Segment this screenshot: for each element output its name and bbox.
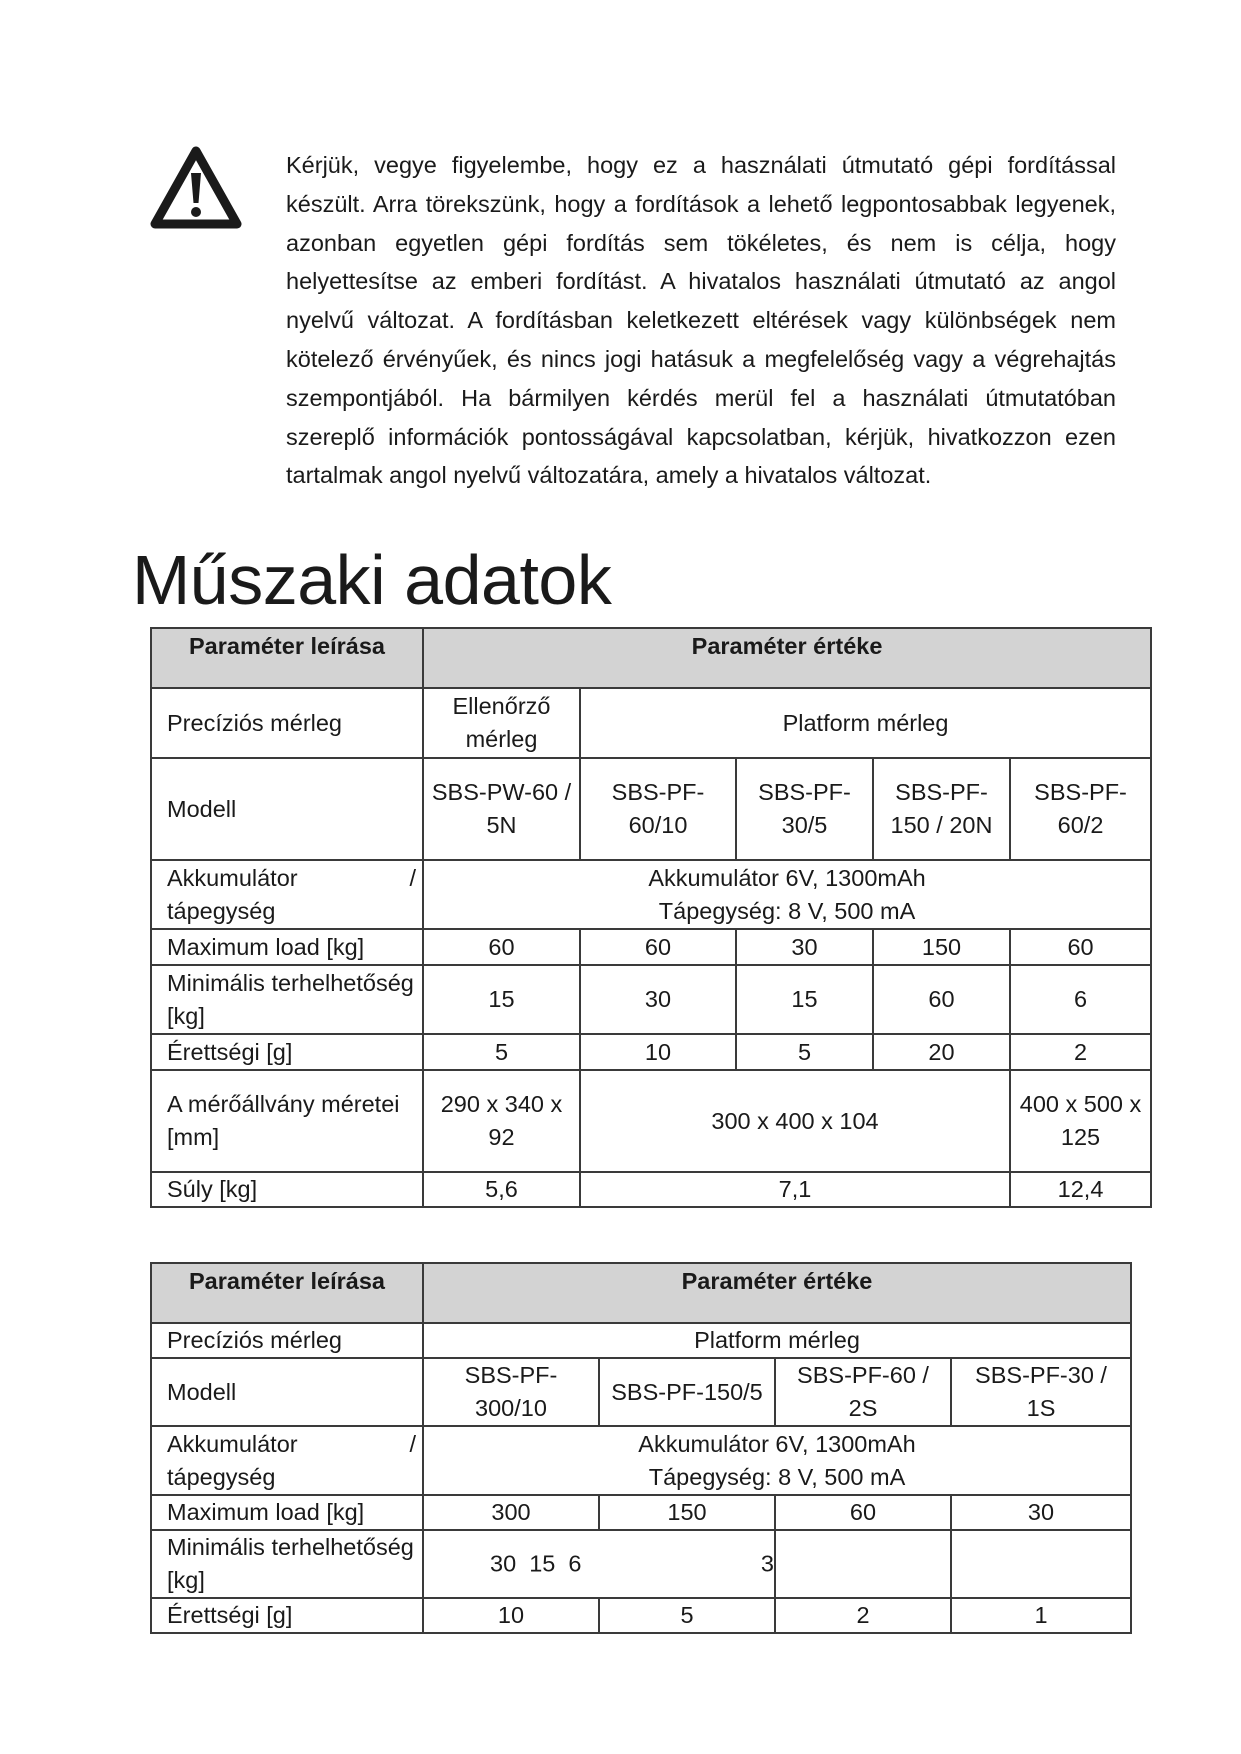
cell-line: Akkumulátor 6V, 1300mAh	[638, 1430, 916, 1457]
row-label: Modell	[151, 758, 423, 860]
row-label: Minimális terhelhetőség [kg]	[151, 1530, 423, 1598]
row-label: A mérőállvány méretei [mm]	[151, 1070, 423, 1172]
table-row	[151, 929, 1151, 965]
row-label: Súly [kg]	[151, 1172, 423, 1207]
cell-value: 30 15 6	[490, 1550, 582, 1577]
cell: 60	[775, 1495, 951, 1530]
label-part: Akkumulátor	[167, 1430, 298, 1457]
cell: 5	[599, 1598, 775, 1633]
cell: 290 x 340 x 92	[423, 1070, 580, 1172]
cell: 1	[951, 1598, 1131, 1633]
cell: 60	[423, 929, 580, 965]
cell: 150	[873, 929, 1010, 965]
cell	[775, 1530, 951, 1598]
cell: SBS-PF-60/2	[1010, 758, 1151, 860]
row-label: Precíziós mérleg	[151, 688, 423, 758]
page-title: Műszaki adatok	[132, 541, 612, 619]
table-row	[151, 1530, 1131, 1598]
row-label: Érettségi [g]	[151, 1598, 423, 1633]
row-label: Minimális terhelhetőség [kg]	[151, 965, 423, 1034]
row-label: Maximum load [kg]	[151, 1495, 423, 1530]
cell: SBS-PF-30 / 1S	[951, 1358, 1131, 1426]
cell: 5,6	[423, 1172, 580, 1207]
label-part: Akkumulátor	[167, 864, 298, 891]
table-row	[151, 1323, 1131, 1358]
table-row	[151, 1172, 1151, 1207]
machine-translation-notice: Kérjük, vegye figyelembe, hogy ez a használati útmutató gépi fordítással készült. Arra törekszünk, hogy a fordítások a lehető legpontosabbak legyenek, azonban egyetlen gépi fordítás sem tökéletes, és nem is célja, hogy helyettesítse az emberi fordítást. A hivatalos használati útmutató az angol nyelvű változat. A fordításban keletkezett eltérések vagy különbségek nem kötelező érvényűek, és nincs jogi hatásuk a megfelelőség vagy a végrehajtás szempontjából. Ha bármilyen kérdés merül fel a használati útmutatóban szereplő információk pontosságával kapcsolatban, kérjük, hivatkozzon ezen tartalmak angol nyelvű változatára, amely a hivatalos változat.	[286, 152, 1116, 489]
cell: 2	[775, 1598, 951, 1633]
table-row	[151, 1070, 1151, 1172]
cell: 150	[599, 1495, 775, 1530]
cell: Ellenőrző mérleg	[423, 688, 580, 758]
table-header-row	[151, 628, 1151, 688]
label-part: tápegység	[167, 1463, 276, 1490]
cell-line: Akkumulátor 6V, 1300mAh	[648, 864, 926, 891]
header-param-desc: Paraméter leírása	[151, 1263, 423, 1323]
cell: 2	[1010, 1034, 1151, 1070]
label-part: /	[409, 1430, 416, 1457]
cell: SBS-PW-60 / 5N	[423, 758, 580, 860]
table-row	[151, 860, 1151, 929]
table-header-row	[151, 1263, 1131, 1323]
row-label: Precíziós mérleg	[151, 1323, 423, 1358]
cell: 15	[736, 965, 873, 1034]
cell: SBS-PF-60 / 2S	[775, 1358, 951, 1426]
cell-value: 3	[760, 1550, 774, 1577]
label-part: /	[409, 864, 416, 891]
cell: 300 x 400 x 104	[580, 1070, 1010, 1172]
cell	[423, 860, 1151, 929]
cell-line: Tápegység: 8 V, 500 mA	[658, 897, 916, 924]
table-row	[151, 758, 1151, 860]
spec-table-1	[150, 627, 1152, 1208]
table-row	[151, 1495, 1131, 1530]
cell: 6	[1010, 965, 1151, 1034]
label-part: tápegység	[167, 897, 276, 924]
table-row	[151, 688, 1151, 758]
cell: Platform mérleg	[580, 688, 1151, 758]
cell: 10	[580, 1034, 736, 1070]
table-row	[151, 1034, 1151, 1070]
row-label: Modell	[151, 1358, 423, 1426]
cell: 60	[873, 965, 1010, 1034]
cell: SBS-PF-60/10	[580, 758, 736, 860]
cell: 7,1	[580, 1172, 1010, 1207]
cell: 15	[423, 965, 580, 1034]
cell: 5	[423, 1034, 580, 1070]
spec-table-2	[150, 1262, 1132, 1634]
row-label: Maximum load [kg]	[151, 929, 423, 965]
cell	[423, 1426, 1131, 1495]
cell	[951, 1530, 1131, 1598]
cell: SBS-PF-300/10	[423, 1358, 599, 1426]
row-label	[151, 1426, 423, 1495]
header-param-value: Paraméter értéke	[423, 628, 1151, 688]
table-row	[151, 1426, 1131, 1495]
header-param-desc: Paraméter leírása	[151, 628, 423, 688]
cell: SBS-PF-150 / 20N	[873, 758, 1010, 860]
cell: 300	[423, 1495, 599, 1530]
cell: 12,4	[1010, 1172, 1151, 1207]
warning-triangle-icon	[150, 145, 242, 229]
cell-line: Tápegység: 8 V, 500 mA	[648, 1463, 906, 1490]
cell: 10	[423, 1598, 599, 1633]
row-label	[151, 860, 423, 929]
cell	[423, 1530, 775, 1598]
cell: 5	[736, 1034, 873, 1070]
cell: SBS-PF-30/5	[736, 758, 873, 860]
cell: SBS-PF-150/5	[599, 1358, 775, 1426]
cell: 20	[873, 1034, 1010, 1070]
table-row	[151, 965, 1151, 1034]
table-row	[151, 1598, 1131, 1633]
cell: Platform mérleg	[423, 1323, 1131, 1358]
header-param-value: Paraméter értéke	[423, 1263, 1131, 1323]
cell: 60	[580, 929, 736, 965]
cell: 30	[951, 1495, 1131, 1530]
cell: 30	[580, 965, 736, 1034]
row-label: Érettségi [g]	[151, 1034, 423, 1070]
cell: 400 x 500 x 125	[1010, 1070, 1151, 1172]
cell: 60	[1010, 929, 1151, 965]
table-row	[151, 1358, 1131, 1426]
cell: 30	[736, 929, 873, 965]
